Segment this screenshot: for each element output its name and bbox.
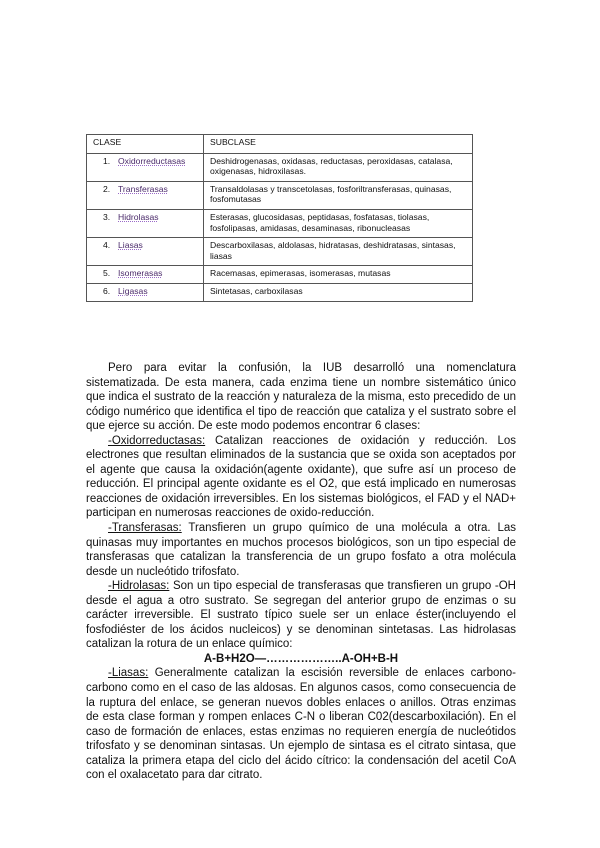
table-row	[87, 283, 473, 301]
class-number: 4.	[103, 240, 111, 251]
class-name: Transferasas	[118, 183, 168, 194]
class-name: Ligasas	[118, 285, 148, 296]
transferasas-text: Transfieren un grupo químico de una molécula a otra. Las quinasas muy importantes en muchos procesos biológicos, son un tipo especial de transferasas que catalizan la transferencia de un grupo fosfato a otra molécula desde un nucleótido trifosfato.	[86, 522, 516, 578]
liasas-label: -Liasas:	[108, 667, 149, 680]
class-number: 6.	[103, 285, 111, 296]
subclass-cell: Racemasas, epimerasas, isomerasas, mutasas	[204, 266, 473, 284]
hidrolasas-paragraph	[86, 579, 516, 652]
class-cell	[87, 153, 204, 181]
subclass-cell: Transaldolasas y transcetolasas, fosforiltransferasas, quinasas, fosfomutasas	[204, 181, 473, 209]
transferasas-label: -Transferasas:	[108, 522, 182, 535]
class-cell	[87, 181, 204, 209]
document-body	[86, 361, 516, 783]
subclass-cell: Esterasas, glucosidasas, peptidasas, fosfatasas, tiolasas, fosfolipasas, amidasas, desaminasas, ribonucleasas	[204, 209, 473, 237]
class-name: Isomerasas	[118, 268, 163, 279]
oxidorreductasas-text: Catalizan reacciones de oxidación y reducción. Los electrones que resultan eliminados de la sustancia que se oxida son aceptados por el agente que causa la oxidación(agente oxidante), que sufre así un proceso de reducción. El principal agente oxidante es el O2, que está implicado en numerosas reacciones de oxidación irreversibles. En los sistemas biológicos, el FAD y el NAD+ participan en numerosas reacciones de oxido-reducción.	[86, 434, 516, 520]
intro-paragraph: Pero para evitar la confusión, la IUB desarrolló una nomenclatura sistematizada. De esta manera, cada enzima tiene un nombre sistemático único que indica el sustrato de la reacción y naturaleza de la misma, esto precedido de un código numérico que identifica el tipo de reacción que cataliza y el sustrato sobre el que ejerce su acción. De este modo podemos encontrar 6 clases:	[86, 362, 516, 433]
class-name: Oxidorreductasas	[118, 155, 186, 166]
subclass-cell: Descarboxilasas, aldolasas, hidratasas, deshidratasas, sintasas, liasas	[204, 238, 473, 266]
class-cell	[87, 238, 204, 266]
liasas-text: Generalmente catalizan la escisión reversible de enlaces carbono-carbono como en el caso de las aldosas. En algunos casos, como consecuencia de la ruptura del enlace, se generan nuevos dobles enlaces o anillos. Otras enzimas de esta clase forman y rompen enlaces C-N o liberan C02(descarboxilación). En el caso de formación de enlaces, estas enzimas no requieren energía de nucleótidos trifosfato y se denominan sintasas. Un ejemplo de sintasa es el citrato sintasa, que cataliza la primera etapa del ciclo del ácido cítrico: la condensación del acetil CoA con el oxalacetato para dar citrato.	[86, 667, 516, 782]
header-clase: CLASE	[87, 135, 204, 154]
enzyme-class-table	[86, 134, 473, 302]
class-number: 5.	[103, 268, 111, 279]
table-row	[87, 181, 473, 209]
liasas-paragraph	[86, 666, 516, 782]
table-row	[87, 266, 473, 284]
table-row	[87, 209, 473, 237]
class-name: Hidrolasas	[118, 211, 159, 222]
class-number: 1.	[103, 155, 111, 166]
hidrolasas-text: Son un tipo especial de transferasas que transfieren un grupo -OH desde el agua a otro sustrato. Se segregan del anterior grupo de enzimas o su carácter irreversible. El sustrato típico suele ser un enlace éster(incluyendo el fosfodiéster de los ácidos nucleicos) y se denominan sintetasas. Las hidrolasas catalizan la rotura de un enlace químico:	[86, 580, 516, 651]
class-name: Liasas	[118, 240, 143, 251]
class-number: 3.	[103, 211, 111, 222]
class-cell	[87, 266, 204, 284]
table-row	[87, 238, 473, 266]
oxidorreductasas-label: -Oxidorreductasas:	[108, 434, 206, 447]
header-subclase: SUBCLASE	[204, 135, 473, 154]
class-number: 2.	[103, 183, 111, 194]
table-row	[87, 153, 473, 181]
table-header-row	[87, 135, 473, 154]
hidrolasas-label: -Hidrolasas:	[108, 580, 170, 593]
class-cell	[87, 283, 204, 301]
oxidorreductasas-paragraph	[86, 434, 516, 521]
transferasas-paragraph	[86, 521, 516, 579]
class-cell	[87, 209, 204, 237]
subclass-cell: Sintetasas, carboxilasas	[204, 283, 473, 301]
subclass-cell: Deshidrogenasas, oxidasas, reductasas, peroxidasas, catalasa, oxigenasas, hidroxilasas.	[204, 153, 473, 181]
hydrolysis-formula: A-B+H2O—………………..A-OH+B-H	[203, 652, 399, 665]
